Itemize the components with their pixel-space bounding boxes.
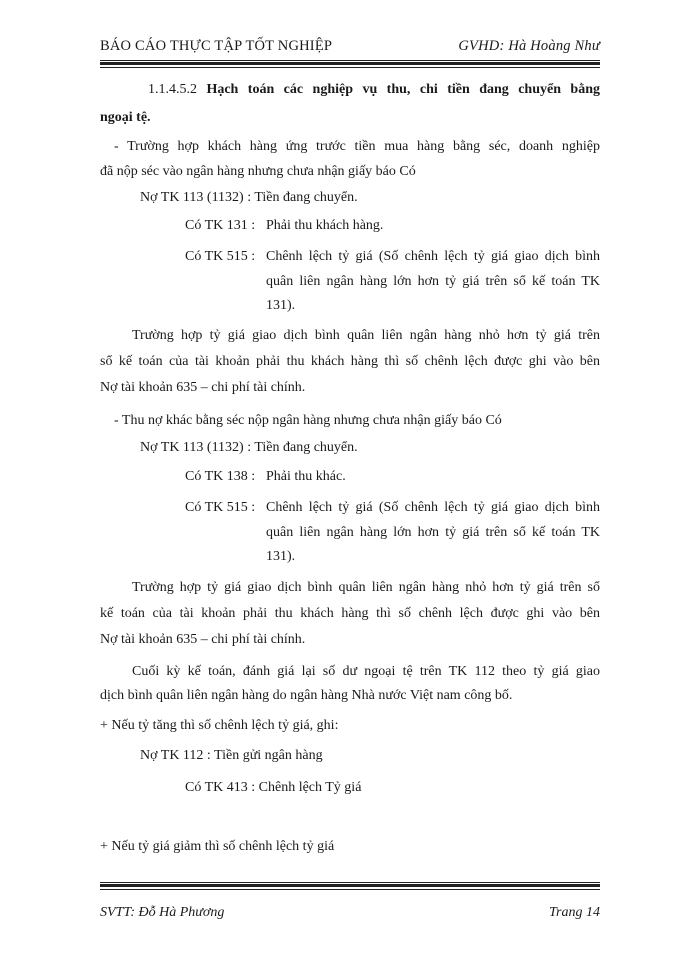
section-number: 1.1.4.5.2 [148, 82, 197, 97]
case1-intro-line2: đã nộp séc vào ngân hàng nhưng chưa nhận giấy báo Có [100, 164, 416, 179]
section-title: Hạch toán các nghiệp vụ thu, chi tiền đang chuyển bằng [206, 82, 601, 97]
para3-line1: Cuối kỳ kế toán, đánh giá lại số dư ngoại tệ trên TK 112 theo tỷ giá giao [132, 664, 600, 679]
case1-credit2-line2: quân liên ngân hàng lớn hơn tỷ giá trên sổ kế toán TK [266, 274, 600, 289]
case1-debit-entry: Nợ TK 113 (1132) : Tiền đang chuyển. [140, 190, 358, 205]
case1-credit1-text: Phải thu khách hàng. [266, 218, 384, 233]
case4-intro: + Nếu tỷ giá giảm thì số chênh lệch tỷ giá [100, 839, 335, 854]
case1-credit2-line1: Chênh lệch tỷ giá (Số chênh lệch tỷ giá giao dịch bình [266, 249, 600, 264]
para1-line3: Nợ tài khoản 635 – chi phí tài chính. [100, 380, 306, 395]
case3-intro: + Nếu tỷ tăng thì số chênh lệch tỷ giá, ghi: [100, 718, 339, 733]
header-rule [100, 60, 600, 68]
case3-debit-entry: Nợ TK 112 : Tiền gửi ngân hàng [140, 748, 323, 763]
case2-credit2-line2: quân liên ngân hàng lớn hơn tỷ giá trên sổ kế toán TK [266, 525, 600, 540]
case2-credit2-line1: Chênh lệch tỷ giá (Số chênh lệch tỷ giá giao dịch bình [266, 500, 600, 515]
case3-credit-entry: Có TK 413 : Chênh lệch Tỷ giá [185, 780, 362, 795]
para1-line1: Trường hợp tỷ giá giao dịch bình quân liên ngân hàng nhỏ hơn tỷ giá trên [132, 328, 600, 343]
case2-credit1-label: Có TK 138 : [185, 469, 256, 484]
case2-credit1-text: Phải thu khác. [266, 469, 346, 484]
case1-credit2-line3: 131). [266, 298, 296, 313]
case1-credit1-label: Có TK 131 : [185, 218, 256, 233]
para2-line1: Trường hợp tỷ giá giao dịch bình quân liên ngân hàng nhỏ hơn tỷ giá trên sổ [132, 580, 600, 595]
para3-line2: dịch bình quân liên ngân hàng do ngân hàng Nhà nước Việt nam công bố. [100, 688, 513, 703]
footer-student: SVTT: Đỗ Hà Phương [100, 905, 225, 920]
case2-intro: - Thu nợ khác bằng séc nộp ngân hàng nhưng chưa nhận giấy báo Có [114, 413, 502, 428]
case2-debit-entry: Nợ TK 113 (1132) : Tiền đang chuyển. [140, 440, 358, 455]
para1-line2: sổ kế toán của tài khoản phải thu khách hàng thì số chênh lệch được ghi vào bên [100, 354, 600, 369]
header-title: BÁO CÁO THỰC TẬP TỐT NGHIỆP [100, 38, 333, 54]
section-title-line2: ngoại tệ. [100, 110, 151, 125]
footer-page-number: Trang 14 [549, 905, 600, 920]
case1-credit2-label: Có TK 515 : [185, 249, 256, 264]
footer-rule [100, 882, 600, 890]
case1-intro: - Trường hợp khách hàng ứng trước tiền mua hàng bằng séc, doanh nghiệp [114, 139, 600, 154]
section-heading-line1 [100, 80, 600, 100]
para2-line2: kế toán của tài khoản phải thu khách hàng thì số chênh lệch được ghi vào bên [100, 606, 600, 621]
case2-credit2-label: Có TK 515 : [185, 500, 256, 515]
para2-line3: Nợ tài khoản 635 – chi phí tài chính. [100, 632, 306, 647]
header-instructor: GVHD: Hà Hoàng Như [458, 38, 600, 54]
case2-credit2-line3: 131). [266, 549, 296, 564]
